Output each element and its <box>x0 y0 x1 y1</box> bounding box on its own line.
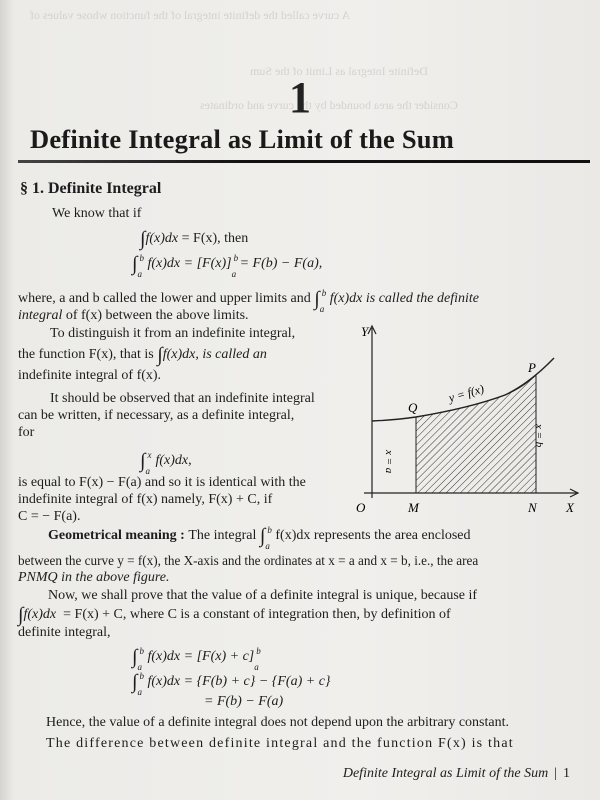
show-through-text: A curve called the definite integral of the function whose values of <box>30 8 351 22</box>
title-rule <box>18 160 590 163</box>
paragraph-equal-3: C = − F(a). <box>18 509 81 524</box>
equation-constant-1: ∫ b a f(x)dx = [F(x) + c] b a <box>132 645 261 672</box>
paragraph-limits: where, a and b called the lower and upper limits and ∫ b a f(x)dx is called the definite <box>18 287 480 314</box>
svg-text:Q: Q <box>408 400 418 415</box>
svg-text:N: N <box>528 500 537 515</box>
paragraph-geometrical-3: PNMQ in the above figure. <box>18 570 170 585</box>
paragraph-observed-3: for <box>18 425 35 440</box>
paragraph-observed: It should be observed that an indefinite integral <box>50 391 315 406</box>
svg-text:X: X <box>566 500 574 515</box>
paragraph-distinguish-3: indefinite integral of f(x). <box>18 368 162 383</box>
area-under-curve-figure <box>350 320 600 520</box>
paragraph-geometrical: Geometrical meaning : The integral ∫ b a f(x)dx represents the area enclosed <box>48 524 471 551</box>
svg-text:Y: Y <box>361 324 369 339</box>
paragraph-unique: Now, we shall prove that the value of a definite integral is unique, because if <box>48 588 478 603</box>
running-title: Definite Integral as Limit of the Sum <box>342 766 549 781</box>
chapter-number: 1 <box>289 73 311 122</box>
svg-text:M: M <box>408 500 419 515</box>
paragraph-hence: Hence, the value of a definite integral does not depend upon the arbitrary constant. <box>46 715 509 730</box>
paragraph-unique-2: ∫f(x)dx = F(x) + C, where C is a constant of integration then, by definition of <box>18 604 451 626</box>
equation-variable-limit: ∫ x a f(x)dx, <box>140 449 192 476</box>
svg-text:x = b: x = b <box>533 424 545 448</box>
page-number: 1 <box>563 766 570 781</box>
equation-indefinite: ∫f(x)dx = F(x), then <box>140 228 249 250</box>
running-footer <box>343 766 570 782</box>
paragraph-unique-3: definite integral, <box>18 625 111 640</box>
integral-sign: ∫ <box>132 253 138 275</box>
svg-text:P: P <box>528 360 536 375</box>
paragraph-intro: We know that if <box>52 206 142 221</box>
paragraph-distinguish: To distinguish it from an indefinite integral, <box>50 326 296 341</box>
svg-text:y = f(x): y = f(x) <box>446 381 486 405</box>
show-through-text: Consider the area bounded by the curve and ordinates <box>200 98 458 112</box>
equation-constant-2: ∫ b a f(x)dx = {F(b) + c} − {F(a) + c} <box>132 670 331 697</box>
equation-constant-3: = F(b) − F(a) <box>204 694 284 709</box>
paragraph-equal-2: indefinite integral of f(x) namely, F(x) + C, if <box>18 492 273 507</box>
chapter-title: Definite Integral as Limit of the Sum <box>30 124 454 154</box>
paragraph-distinguish-2: the function F(x), that is ∫f(x)dx, is called an <box>18 344 267 366</box>
svg-text:O: O <box>356 500 366 515</box>
paragraph-difference: The difference between definite integral and the function F(x) is that <box>46 736 514 751</box>
paragraph-equal: is equal to F(x) − F(a) and so it is identical with the <box>18 475 306 490</box>
svg-text:x = a: x = a <box>383 450 395 474</box>
section-heading: § 1. Definite Integral <box>20 180 162 197</box>
footer-separator: | <box>554 766 557 781</box>
paragraph-observed-2: can be written, if necessary, as a definite integral, <box>18 408 295 423</box>
paragraph-limits-cont: integral of f(x) between the above limits. <box>18 308 249 323</box>
integral-sign: ∫ <box>140 228 146 250</box>
paragraph-geometrical-2: between the curve y = f(x), the X-axis and the ordinates at x = a and x = b, i.e., the area <box>18 553 479 568</box>
equation-definite: ∫ b a f(x)dx = [F(x)] b a = F(b) − F(a), <box>132 252 323 279</box>
show-through-text: Definite Integral as Limit of the Sum <box>250 64 428 78</box>
